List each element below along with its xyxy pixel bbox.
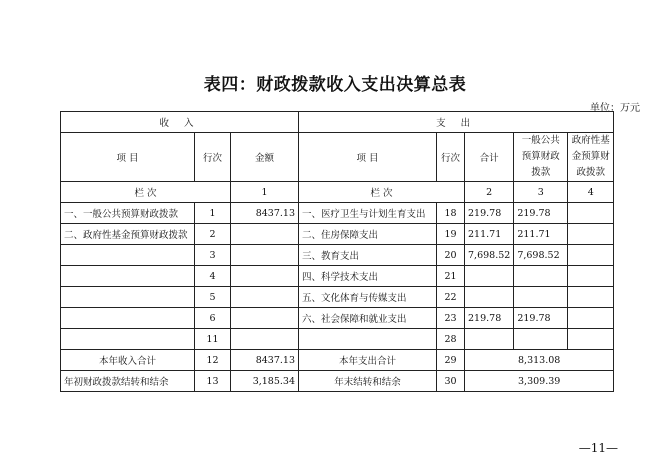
- expense-item-cell: 二、住房保障支出: [299, 224, 437, 245]
- income-total-amount: 8437.13: [231, 350, 299, 371]
- table-row: [61, 308, 614, 329]
- expense-item-cell: 三、教育支出: [299, 245, 437, 266]
- expense-item-cell: [299, 329, 437, 350]
- income-balance-label: 年初财政拨款结转和结余: [61, 371, 195, 392]
- income-amount-cell: [231, 308, 299, 329]
- income-column-number: 1: [231, 182, 299, 203]
- income-item-cell: [61, 329, 195, 350]
- column-number-4: 4: [568, 182, 614, 203]
- income-item-cell: [61, 245, 195, 266]
- expense-row-no-cell: 19: [437, 224, 465, 245]
- general-budget-header: 一般公共预算财政拨款: [514, 133, 568, 182]
- income-row-no-cell: 4: [195, 266, 231, 287]
- expense-total-cell: [465, 329, 514, 350]
- income-row-no-cell: 1: [195, 203, 231, 224]
- page-title: 表四：财政拨款收入支出决算总表: [203, 75, 467, 95]
- income-item-cell: [61, 308, 195, 329]
- income-total-label: 本年收入合计: [61, 350, 195, 371]
- income-item-cell: 一、一般公共预算财政拨款: [61, 203, 195, 224]
- expense-item-cell: 五、文化体育与传媒支出: [299, 287, 437, 308]
- income-item-header: 项 目: [61, 133, 195, 182]
- gov-fund-cell: [568, 203, 614, 224]
- expense-row-no-cell: 28: [437, 329, 465, 350]
- gov-fund-cell: [568, 329, 614, 350]
- page-number: —11—: [578, 441, 618, 455]
- fiscal-summary-table: [60, 111, 614, 392]
- expense-item-cell: 六、社会保障和就业支出: [299, 308, 437, 329]
- expense-total-cell: 219.78: [465, 203, 514, 224]
- income-row-no-cell: 5: [195, 287, 231, 308]
- expense-total-cell: 211.71: [465, 224, 514, 245]
- expense-balance-label: 年末结转和结余: [299, 371, 437, 392]
- income-amount-cell: [231, 266, 299, 287]
- expense-total-cell: [465, 266, 514, 287]
- income-column-label: 栏 次: [61, 182, 231, 203]
- general-budget-cell: 7,698.52: [514, 245, 568, 266]
- income-balance-row-no: 13: [195, 371, 231, 392]
- expense-total-label: 本年支出合计: [299, 350, 437, 371]
- general-budget-cell: 219.78: [514, 308, 568, 329]
- income-amount-cell: [231, 245, 299, 266]
- income-amount-cell: [231, 287, 299, 308]
- expense-row-no-cell: 21: [437, 266, 465, 287]
- expense-total-row-no: 29: [437, 350, 465, 371]
- expense-total-cell: 219.78: [465, 308, 514, 329]
- expense-item-header: 项 目: [299, 133, 437, 182]
- balance-row: [61, 371, 614, 392]
- section-header-row: [61, 112, 614, 133]
- general-budget-cell: [514, 287, 568, 308]
- expense-row-no-cell: 18: [437, 203, 465, 224]
- income-amount-header: 金额: [231, 133, 299, 182]
- table-row: [61, 329, 614, 350]
- table-row: [61, 224, 614, 245]
- expense-total-header: 合计: [465, 133, 514, 182]
- expense-balance-row-no: 30: [437, 371, 465, 392]
- income-item-cell: 二、政府性基金预算财政拨款: [61, 224, 195, 245]
- expense-column-label: 栏 次: [299, 182, 465, 203]
- income-balance-amount: 3,185.34: [231, 371, 299, 392]
- gov-fund-cell: [568, 266, 614, 287]
- expense-row-no-cell: 20: [437, 245, 465, 266]
- expense-row-no-cell: 23: [437, 308, 465, 329]
- income-item-cell: [61, 287, 195, 308]
- income-row-no-cell: 11: [195, 329, 231, 350]
- table-row: [61, 287, 614, 308]
- column-number-2: 2: [465, 182, 514, 203]
- table-row: [61, 266, 614, 287]
- income-total-row-no: 12: [195, 350, 231, 371]
- expense-section-header: 支 出: [299, 112, 614, 133]
- expense-total-cell: [465, 287, 514, 308]
- unit-label: 单位：万元: [590, 103, 640, 114]
- gov-fund-cell: [568, 224, 614, 245]
- expense-balance-amount: 3,309.39: [465, 371, 614, 392]
- table-row: [61, 245, 614, 266]
- expense-row-no-cell: 22: [437, 287, 465, 308]
- general-budget-cell: [514, 329, 568, 350]
- income-amount-cell: [231, 329, 299, 350]
- total-row: [61, 350, 614, 371]
- expense-item-cell: 一、医疗卫生与计划生育支出: [299, 203, 437, 224]
- column-header-row: [61, 133, 614, 182]
- gov-fund-cell: [568, 245, 614, 266]
- income-amount-cell: 8437.13: [231, 203, 299, 224]
- expense-total-amount: 8,313.08: [465, 350, 614, 371]
- general-budget-cell: [514, 266, 568, 287]
- income-row-no-header: 行次: [195, 133, 231, 182]
- expense-row-no-header: 行次: [437, 133, 465, 182]
- expense-total-cell: 7,698.52: [465, 245, 514, 266]
- income-row-no-cell: 3: [195, 245, 231, 266]
- general-budget-cell: 219.78: [514, 203, 568, 224]
- income-row-no-cell: 2: [195, 224, 231, 245]
- income-amount-cell: [231, 224, 299, 245]
- income-item-cell: [61, 266, 195, 287]
- income-row-no-cell: 6: [195, 308, 231, 329]
- gov-fund-header: 政府性基金预算财政拨款: [568, 133, 614, 182]
- gov-fund-cell: [568, 308, 614, 329]
- gov-fund-cell: [568, 287, 614, 308]
- column-number-row: [61, 182, 614, 203]
- general-budget-cell: 211.71: [514, 224, 568, 245]
- income-section-header: 收 入: [61, 112, 299, 133]
- table-body: [61, 203, 614, 350]
- column-number-3: 3: [514, 182, 568, 203]
- table-row: [61, 203, 614, 224]
- expense-item-cell: 四、科学技术支出: [299, 266, 437, 287]
